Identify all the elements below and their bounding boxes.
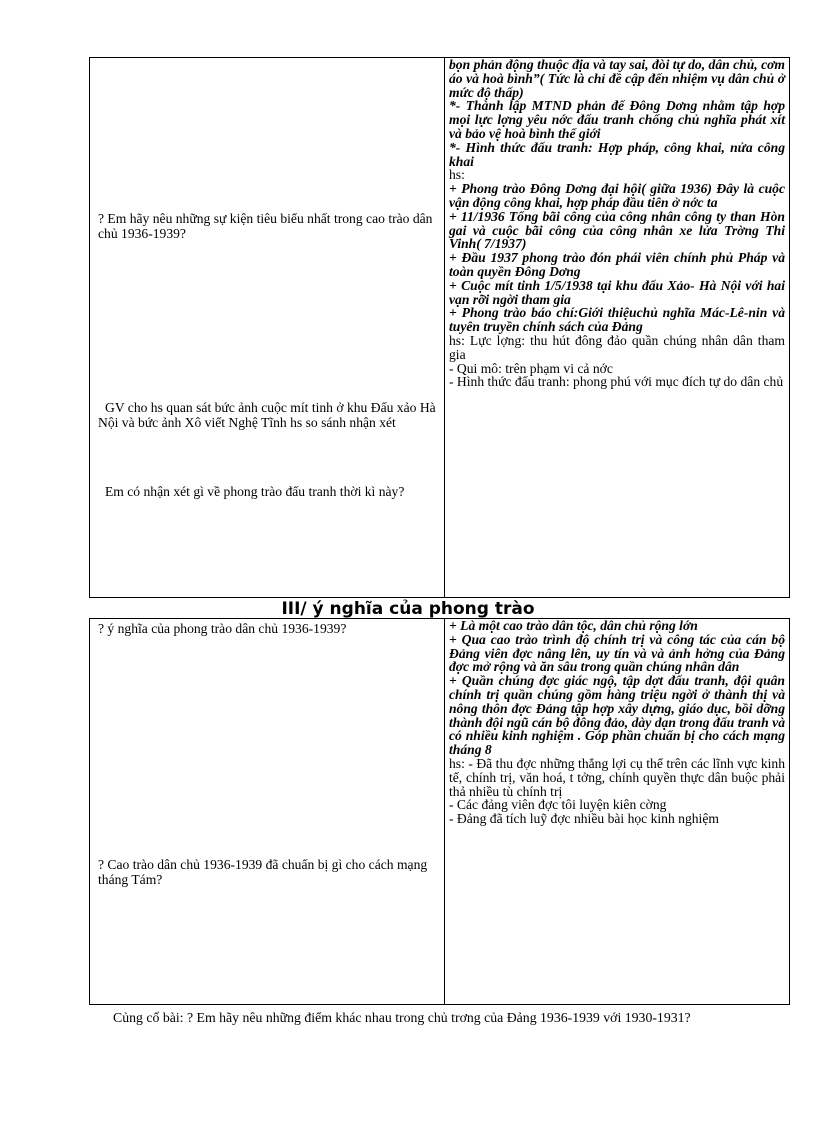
answer-para: + Quần chúng đợc giác ngộ, tập dợt đấu tranh, đội quân chính trị quần chúng gồm hàng triệu ngời ở thành thị và nông thôn đợc Đảng tập hợp xây dựng, giáo dục, bồi dỡng thành đội ngũ cán bộ đông đảo, dày dạn trong đấu tranh và có nhiều kinh nghiệm . Góp phần chuẩn bị cho cách mạng tháng 8 xyxy=(449,673,785,758)
questions-column xyxy=(90,58,445,598)
lesson-table-1 xyxy=(89,57,790,598)
answer-para: - Qui mô: trên phạm vi cả nớc xyxy=(449,360,613,376)
lesson-table-2 xyxy=(89,618,790,1005)
answer-para: + Qua cao trào trình độ chính trị và công tác của cán bộ Đảng viên đợc nâng lên, uy tín và và ảnh hởng của Đảng đợc mở rộng và ăn sâu trong quần chúng nhân dân xyxy=(449,631,785,675)
answer-para: + Phong trào báo chí:Giới thiệuchủ nghĩa Mác-Lê-nin và tuyên truyền chính sách của Đảng xyxy=(449,305,785,335)
answer-para: bọn phản động thuộc địa và tay sai, đòi tự do, dân chủ, cơm áo và hoà bình”( Tức là chỉ đề cập đến nhiệm vụ dân chủ ở mức độ thấp) xyxy=(449,57,785,100)
answer-para: + Là một cao trào dân tộc, dân chủ rộng lớn xyxy=(449,618,698,633)
question-assessment: Em có nhận xét gì về phong trào đấu tranh thời kì này? xyxy=(105,484,405,499)
answer-para: - Đảng đã tích luỹ đợc nhiều bài học kinh nghiệm xyxy=(449,811,719,827)
answer-para: *- Thành lập MTND phản đế Đông Dơng nhằm tập hợp mọi lực lợng yêu nớc đấu tranh chống chủ nghĩa phát xít và bảo vệ hoà bình thế giới xyxy=(449,98,785,141)
answer-para: + Cuộc mít tinh 1/5/1938 tại khu đấu Xảo- Hà Nội với hai vạn rỡi ngời tham gia xyxy=(449,277,785,307)
answer-para: + Phong trào Đông Dơng đại hội( giữa 1936) Đây là cuộc vận động công khai, hợp pháp đầu tiên ở nớc ta xyxy=(449,181,785,210)
question-preparation: ? Cao trào dân chủ 1936-1939 đã chuẩn bị gì cho cách mạng tháng Tám? xyxy=(98,857,428,887)
question-key-events: ? Em hãy nêu những sự kiện tiêu biểu nhất trong cao trào dân chủ 1936-1939? xyxy=(98,211,433,241)
section-heading: III/ ý nghĩa của phong trào xyxy=(281,599,535,619)
review-question: Củng cố bài: ? Em hãy nêu những điểm khác nhau trong chủ trơng của Đảng 1936-1939 với 1930-1931? xyxy=(113,1010,691,1025)
questions-column xyxy=(90,619,445,1005)
answer-para: *- Hình thức đấu tranh: Hợp pháp, công khai, nửa công khai xyxy=(449,139,785,169)
answer-para: hs: xyxy=(449,167,465,183)
answer-para: + 11/1936 Tổng bãi công của công nhân công ty than Hòn gai và cuộc bãi công của công nhân xe lửa Trờng Thi Vinh( 7/1937) xyxy=(449,208,785,252)
answers-column xyxy=(445,619,790,1005)
answers-column xyxy=(445,58,790,598)
answer-para: - Các đảng viên đợc tôi luyện kiên cờng xyxy=(449,797,667,813)
answer-para: + Đầu 1937 phong trào đón phái viên chính phủ Pháp và toàn quyền Đông Dơng xyxy=(449,250,785,279)
answer-para: hs: Lực lợng: thu hút đông đảo quần chúng nhân dân tham gia xyxy=(449,332,785,362)
question-significance: ? ý nghĩa của phong trào dân chủ 1936-1939? xyxy=(98,621,347,636)
question-photo-compare: GV cho hs quan sát bức ảnh cuộc mít tinh ở khu Đấu xảo Hà Nội và bức ảnh Xô viết Nghệ Tĩnh hs so sánh nhận xét xyxy=(98,400,436,430)
answer-para: - Hình thức đấu tranh: phong phú với mục đích tự do dân chủ xyxy=(449,374,784,390)
answer-para: hs: - Đã thu đợc những thắng lợi cụ thể trên các lĩnh vực kinh tế, chính trị, văn hoá, t tởng, chính quyền thực dân buộc phải thả nhiều tù chính trị xyxy=(449,755,785,799)
